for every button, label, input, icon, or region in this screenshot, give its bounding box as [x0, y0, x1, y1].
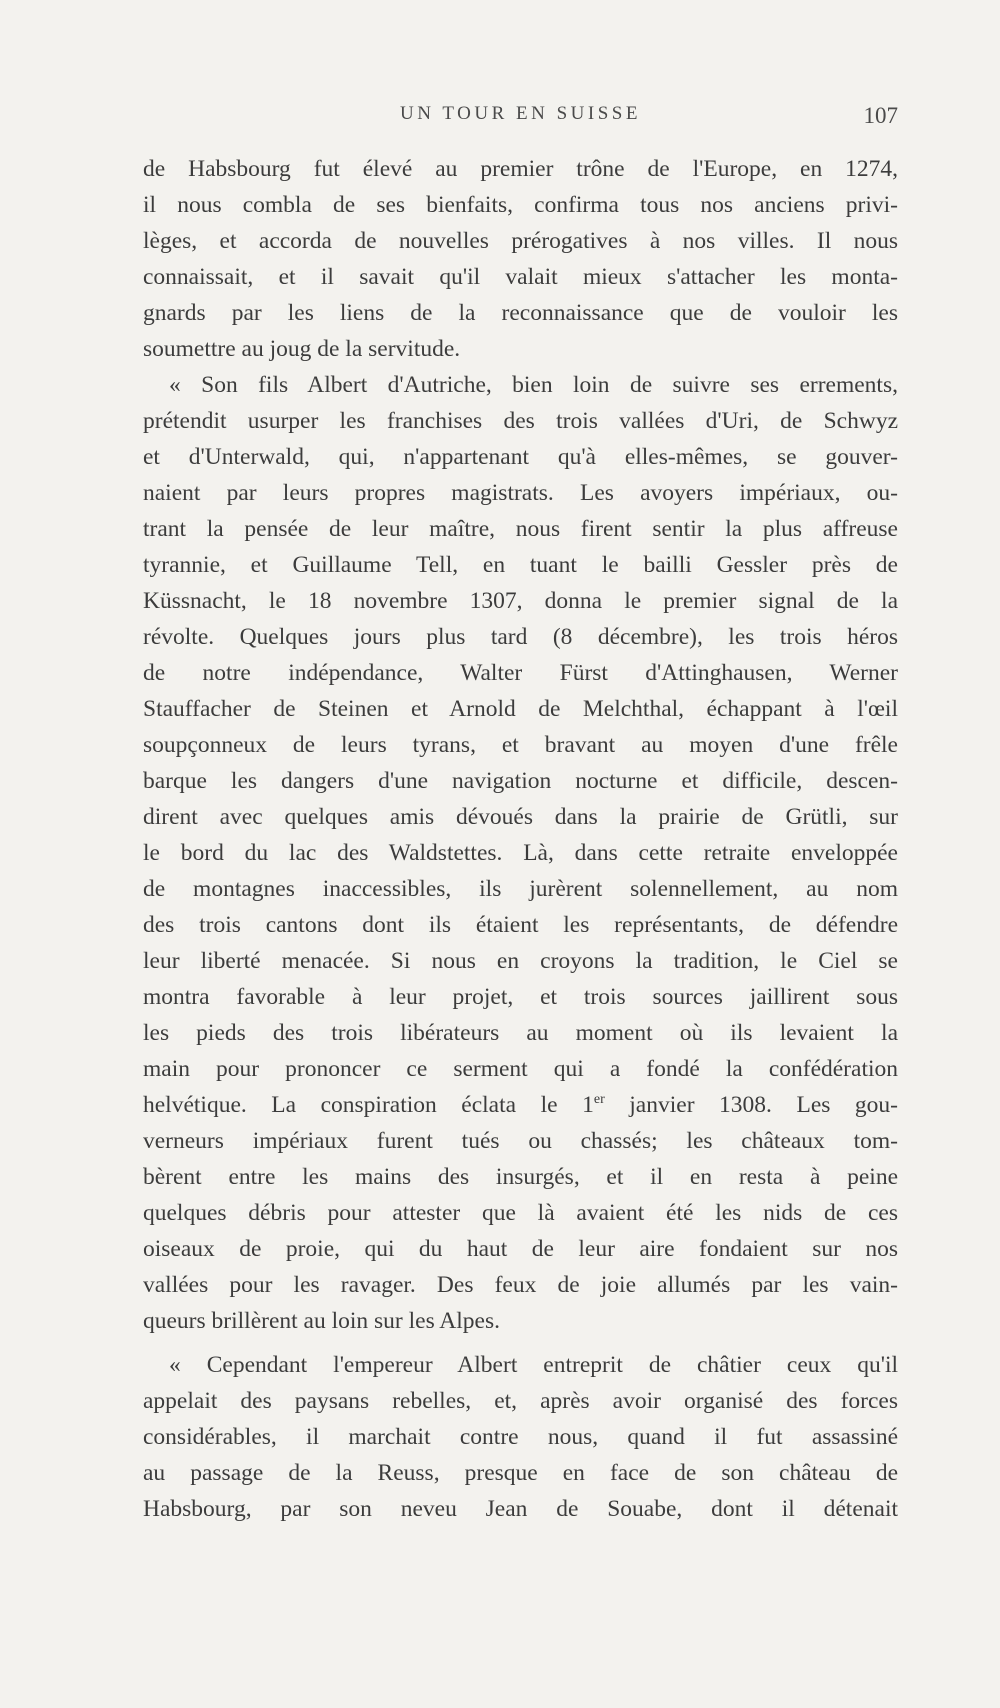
running-head: [143, 103, 898, 133]
text-line-with-superscript: [143, 1087, 898, 1123]
paragraph-3: [143, 1347, 898, 1527]
paragraph-2: [143, 367, 898, 1339]
text-line: leur liberté menacée. Si nous en croyons la tradition, le Ciel se: [143, 948, 898, 974]
text-line: bèrent entre les mains des insurgés, et il en resta à peine: [143, 1164, 898, 1190]
text-line: barque les dangers d'une navigation nocturne et difficile, descen-: [143, 768, 898, 794]
text-line: tyrannie, et Guillaume Tell, en tuant le bailli Gessler près de: [143, 552, 898, 578]
text-line: soupçonneux de leurs tyrans, et bravant au moyen d'une frêle: [143, 732, 898, 758]
text-line: dirent avec quelques amis dévoués dans la prairie de Grütli, sur: [143, 804, 898, 830]
page-number: 107: [863, 103, 898, 128]
text-line: soumettre au joug de la servitude.: [143, 336, 461, 362]
text-line: « Cependant l'empereur Albert entreprit de châtier ceux qu'il: [169, 1352, 898, 1378]
text-line: naient par leurs propres magistrats. Les avoyers impériaux, ou-: [143, 480, 898, 506]
paragraph-1: [143, 151, 898, 367]
text-line: oiseaux de proie, qui du haut de leur aire fondaient sur nos: [143, 1236, 898, 1262]
text-line: de Habsbourg fut élevé au premier trône de l'Europe, en 1274,: [143, 156, 898, 182]
text-segment: helvétique. La conspiration éclata le 1: [143, 1092, 594, 1118]
running-title: UN TOUR EN SUISSE: [400, 103, 641, 124]
text-line: au passage de la Reuss, presque en face de son château de: [143, 1460, 898, 1486]
text-line: montra favorable à leur projet, et trois sources jaillirent sous: [143, 984, 898, 1010]
text-line: Küssnacht, le 18 novembre 1307, donna le premier signal de la: [143, 588, 898, 614]
text-line: « Son fils Albert d'Autriche, bien loin de suivre ses errements,: [169, 372, 898, 398]
text-line: quelques débris pour attester que là avaient été les nids de ces: [143, 1200, 898, 1226]
text-segment: janvier 1308. Les gou-: [604, 1092, 898, 1118]
body-text: [143, 151, 898, 1527]
text-line: appelait des paysans rebelles, et, après avoir organisé des forces: [143, 1388, 898, 1414]
text-line: et d'Unterwald, qui, n'appartenant qu'à elles-mêmes, se gouver-: [143, 444, 898, 470]
text-line: il nous combla de ses bienfaits, confirma tous nos anciens privi-: [143, 192, 898, 218]
text-line: prétendit usurper les franchises des trois vallées d'Uri, de Schwyz: [143, 408, 898, 434]
text-line: Stauffacher de Steinen et Arnold de Melchthal, échappant à l'œil: [143, 696, 898, 722]
text-line: révolte. Quelques jours plus tard (8 décembre), les trois héros: [143, 624, 898, 650]
superscript: er: [593, 1092, 605, 1108]
text-line: verneurs impériaux furent tués ou chassés; les châteaux tom-: [143, 1128, 898, 1154]
text-line: main pour prononcer ce serment qui a fondé la confédération: [143, 1056, 898, 1082]
text-line: lèges, et accorda de nouvelles prérogatives à nos villes. Il nous: [143, 228, 898, 254]
text-line: le bord du lac des Waldstettes. Là, dans cette retraite enveloppée: [143, 840, 898, 866]
text-line: de notre indépendance, Walter Fürst d'Attinghausen, Werner: [143, 660, 898, 686]
text-line: Habsbourg, par son neveu Jean de Souabe, dont il détenait: [143, 1496, 898, 1522]
text-line: queurs brillèrent au loin sur les Alpes.: [143, 1308, 500, 1334]
text-line: connaissait, et il savait qu'il valait mieux s'attacher les monta-: [143, 264, 898, 290]
text-line: des trois cantons dont ils étaient les représentants, de défendre: [143, 912, 898, 938]
text-line: de montagnes inaccessibles, ils jurèrent solennellement, au nom: [143, 876, 898, 902]
paragraph-gap: [143, 1339, 898, 1347]
text-line: considérables, il marchait contre nous, quand il fut assassiné: [143, 1424, 898, 1450]
text-line: trant la pensée de leur maître, nous firent sentir la plus affreuse: [143, 516, 898, 542]
text-line: gnards par les liens de la reconnaissance que de vouloir les: [143, 300, 898, 326]
text-line: les pieds des trois libérateurs au moment où ils levaient la: [143, 1020, 898, 1046]
text-line: vallées pour les ravager. Des feux de joie allumés par les vain-: [143, 1272, 898, 1298]
